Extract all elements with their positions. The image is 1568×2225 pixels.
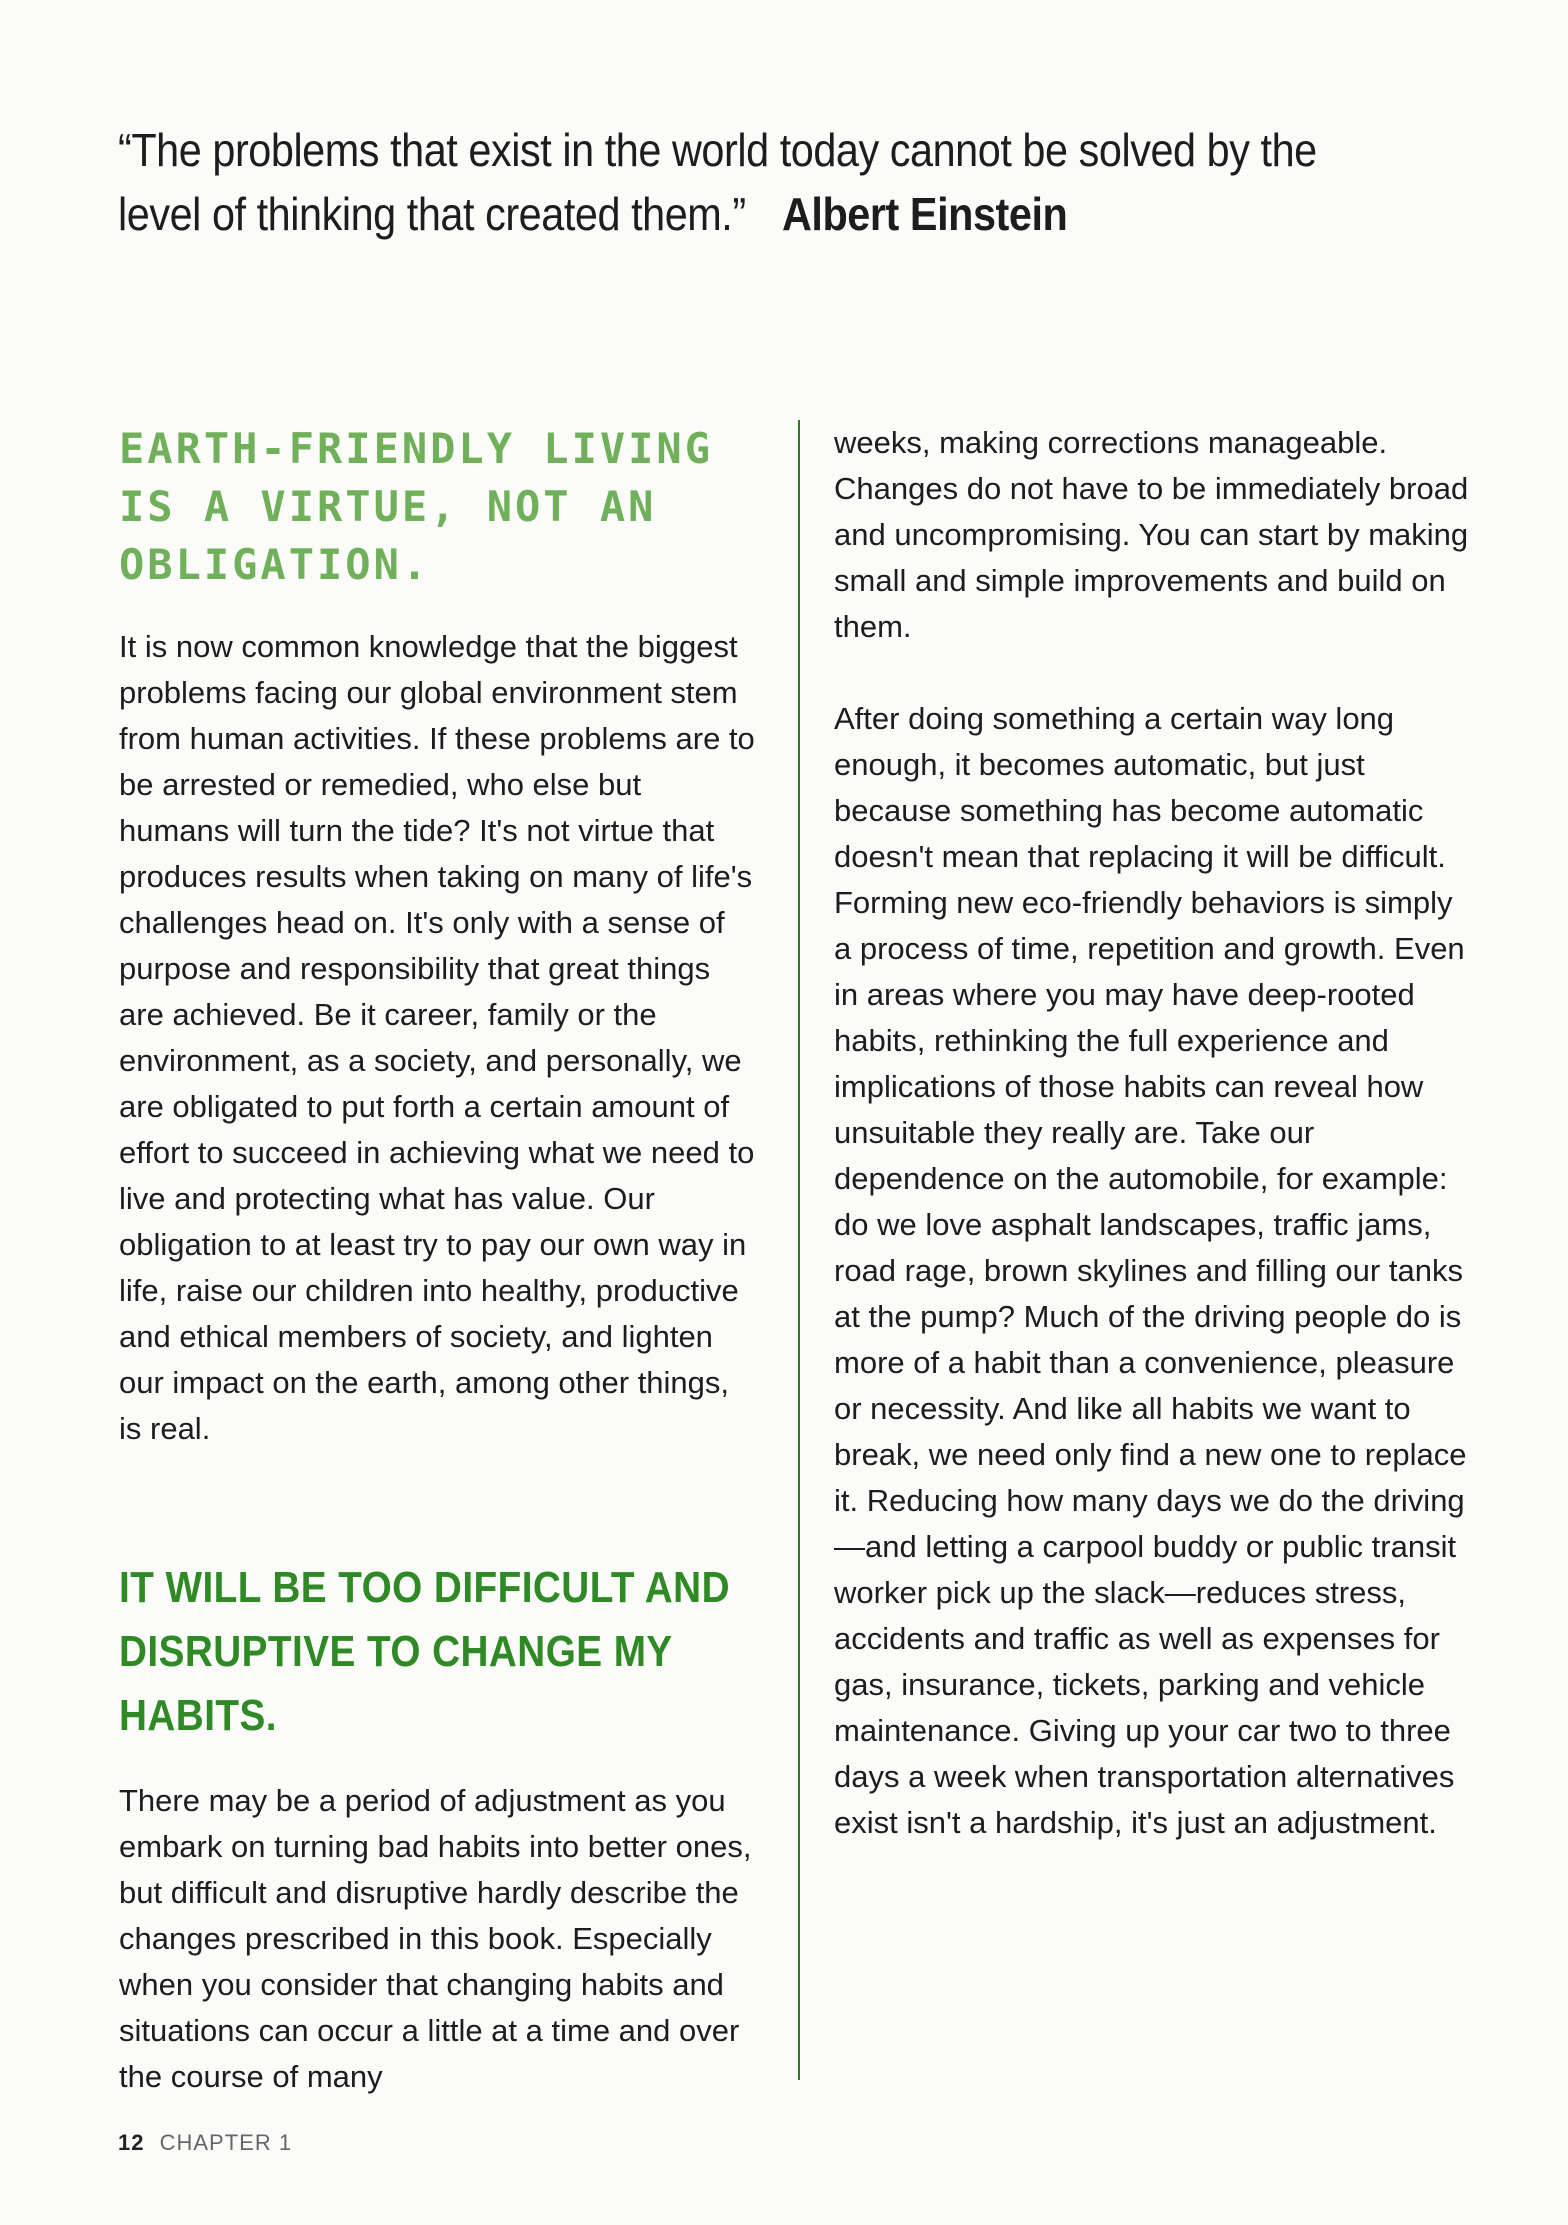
epigraph-quote: [118, 118, 1342, 246]
body-paragraph: It is now common knowledge that the biggest problems facing our global environment stem from human activities. If these problems are to be arrested or remedied, who else but humans will turn the tide? It's not virtue that produces results when taking on many of life's challenges head on. It's only with a sense of purpose and responsibility that great things are achieved. Be it career, family or the environment, as a society, and personally, we are obligated to put forth a certain amount of effort to succeed in achieving what we need to live and protecting what has value. Our obligation to at least try to pay our own way in life, raise our children into healthy, productive and ethical members of society, and lighten our impact on the earth, among other things, is real.: [119, 629, 755, 1446]
left-column: [119, 420, 759, 2100]
quote-author: Albert Einstein: [781, 188, 1068, 240]
chapter-label: CHAPTER 1: [159, 2130, 293, 2155]
body-paragraph: weeks, making corrections manageable. Changes do not have to be immediately broad and uncompromising. You can start by making small and simple improvements and build on them.: [834, 425, 1469, 644]
section-heading-virtue: EARTH-FRIENDLY LIVING IS A VIRTUE, NOT AN OBLIGATION.: [119, 424, 714, 589]
page-number: 12: [118, 2130, 145, 2155]
section-heading-habits: IT WILL BE TOO DIFFICULT AND DISRUPTIVE TO CHANGE MY HABITS.: [119, 1563, 730, 1740]
right-column: [834, 420, 1474, 1846]
quote-text: “The problems that exist in the world today cannot be solved by the level of thinking that created them.”: [118, 124, 1317, 240]
column-divider: [798, 420, 800, 2080]
body-paragraph: After doing something a certain way long enough, it becomes automatic, but just because something has become automatic doesn't mean that replacing it will be difficult. Forming new eco-friendly behaviors is simply a process of time, repetition and growth. Even in areas where you may have deep-rooted habits, rethinking the full experience and implications of those habits can reveal how unsuitable they really are. Take our dependence on the automobile, for example: do we love asphalt landscapes, traffic jams, road rage, brown skylines and filling our tanks at the pump? Much of the driving people do is more of a habit than a convenience, pleasure or necessity. And like all habits we want to break, we need only find a new one to replace it. Reducing how many days we do the driving—and letting a carpool buddy or public transit worker pick up the slack—reduces stress, accidents and traffic as well as expenses for gas, insurance, tickets, parking and vehicle maintenance. Giving up your car two to three days a week when transportation alternatives exist isn't a hardship, it's just an adjustment.: [834, 701, 1467, 1840]
paragraph-spacer: [834, 650, 1474, 696]
section-spacer: [119, 1452, 759, 1556]
page-footer: [118, 2130, 292, 2156]
body-paragraph: There may be a period of adjustment as you embark on turning bad habits into better ones, but difficult and disruptive hardly describe the changes prescribed in this book. Especially when you consider that changing habits and situations can occur a little at a time and over the course of many: [119, 1783, 752, 2094]
